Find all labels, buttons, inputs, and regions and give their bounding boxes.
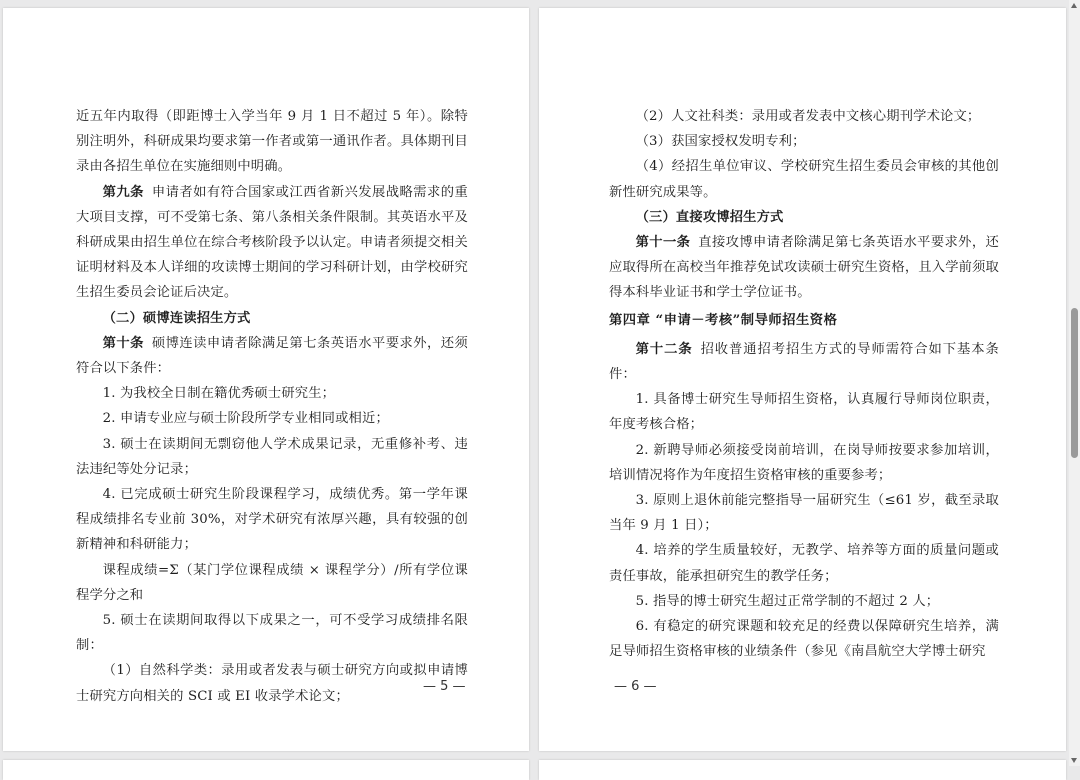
article-label: 第十二条 bbox=[635, 341, 693, 357]
list-item: 2. 申请专业应与硕士阶段所学专业相同或相近； bbox=[102, 411, 389, 427]
page-body bbox=[76, 104, 468, 709]
list-item: （2）人文社科类：录用或者发表中文核心期刊学术论文； bbox=[635, 109, 981, 124]
article-text: 招收普通招考招生方式的导师需符合如下基本条件： bbox=[609, 341, 999, 383]
list-item: 6. 有稳定的研究课题和较充足的经费以保障研究生培养，满足导师招生资格审核的业绩条件（参见《南昌航空大学博士研究 bbox=[609, 619, 999, 660]
vertical-scrollbar[interactable] bbox=[1069, 0, 1080, 766]
list-item: （4）经招生单位审议、学校研究生招生委员会审核的其他创新性研究成果等。 bbox=[609, 159, 999, 200]
list-item: （3）获国家授权发明专利； bbox=[635, 134, 806, 150]
article-9 bbox=[76, 180, 468, 306]
article-label: 第十一条 bbox=[635, 235, 691, 251]
page-body bbox=[609, 104, 999, 664]
scroll-down-icon[interactable] bbox=[1071, 758, 1077, 763]
list-item: 2. 新聘导师必须接受岗前培训，在岗导师按要求参加培训，培训情况将作为年度招生资格审核的重要参考； bbox=[609, 442, 999, 483]
document-page-6 bbox=[539, 8, 1066, 751]
document-page-7-edge bbox=[3, 760, 529, 780]
list-item: 1. 为我校全日制在籍优秀硕士研究生； bbox=[102, 386, 336, 402]
formula-line: 课程成绩=Σ（某门学位课程成绩 × 课程学分）/所有学位课程学分之和 bbox=[76, 562, 468, 603]
article-text: 直接攻博申请者除满足第七条英语水平要求外，还应取得所在高校当年推荐免试攻读硕士研究生资格，且入学前须取得本科毕业证书和学士学位证书。 bbox=[609, 235, 999, 301]
article-12 bbox=[609, 337, 999, 387]
list-item: 3. 硕士在读期间无剽窃他人学术成果记录，无重修补考、违法违纪等处分记录； bbox=[76, 436, 468, 477]
section-heading: （二）硕博连读招生方式 bbox=[102, 310, 251, 326]
document-page-5 bbox=[3, 8, 529, 751]
page-number: — 6 — bbox=[614, 679, 657, 694]
document-page-8-edge bbox=[539, 760, 1066, 780]
article-text: 硕博连读申请者除满足第七条英语水平要求外，还须符合以下条件： bbox=[76, 335, 468, 377]
scroll-up-icon[interactable] bbox=[1071, 3, 1077, 8]
page-number: — 5 — bbox=[423, 679, 466, 694]
list-item: 5. 硕士在读期间取得以下成果之一，可不受学习成绩排名限制： bbox=[76, 613, 468, 654]
list-item: 3. 原则上退休前能完整指导一届研究生（≤61 岁，截至录取当年 9 月 1 日）； bbox=[609, 493, 999, 534]
section-heading: （三）直接攻博招生方式 bbox=[635, 209, 784, 225]
article-text: 申请者如有符合国家或江西省新兴发展战略需求的重大项目支撑，可不受第七条、第八条相关条件限制。其英语水平及科研成果由招生单位在综合考核阶段予以认定。申请者须提交相关证明材料及本人详细的攻读博士期间的学习科研计划，由学校研究生招生委员会论证后决定。 bbox=[76, 184, 468, 301]
chapter-heading: 第四章 “申请－考核”制导师招生资格 bbox=[609, 312, 838, 328]
article-label: 第九条 bbox=[102, 184, 144, 200]
article-11 bbox=[609, 230, 999, 306]
list-item: 4. 已完成硕士研究生阶段课程学习，成绩优秀。第一学年课程成绩排名专业前 30%，对学术研究有浓厚兴趣，具有较强的创新精神和科研能力； bbox=[76, 487, 468, 553]
article-10 bbox=[76, 331, 468, 381]
article-label: 第十条 bbox=[102, 335, 144, 351]
list-item: 4. 培养的学生质量较好，无教学、培养等方面的质量问题或责任事故，能承担研究生的教学任务； bbox=[609, 543, 999, 584]
list-item: 1. 具备博士研究生导师招生资格，认真履行导师岗位职责，年度考核合格； bbox=[609, 392, 999, 433]
paragraph: 近五年内取得（即距博士入学当年 9 月 1 日不超过 5 年）。除特别注明外，科研成果均要求第一作者或第一通讯作者。具体期刊目录由各招生单位在实施细则中明确。 bbox=[76, 109, 468, 175]
list-item: （1）自然科学类：录用或者发表与硕士研究方向或拟申请博士研究方向相关的 SCI 或 EI 收录学术论文； bbox=[76, 663, 468, 704]
list-item: 5. 指导的博士研究生超过正常学制的不超过 2 人； bbox=[635, 593, 940, 609]
scrollbar-thumb[interactable] bbox=[1071, 308, 1078, 458]
